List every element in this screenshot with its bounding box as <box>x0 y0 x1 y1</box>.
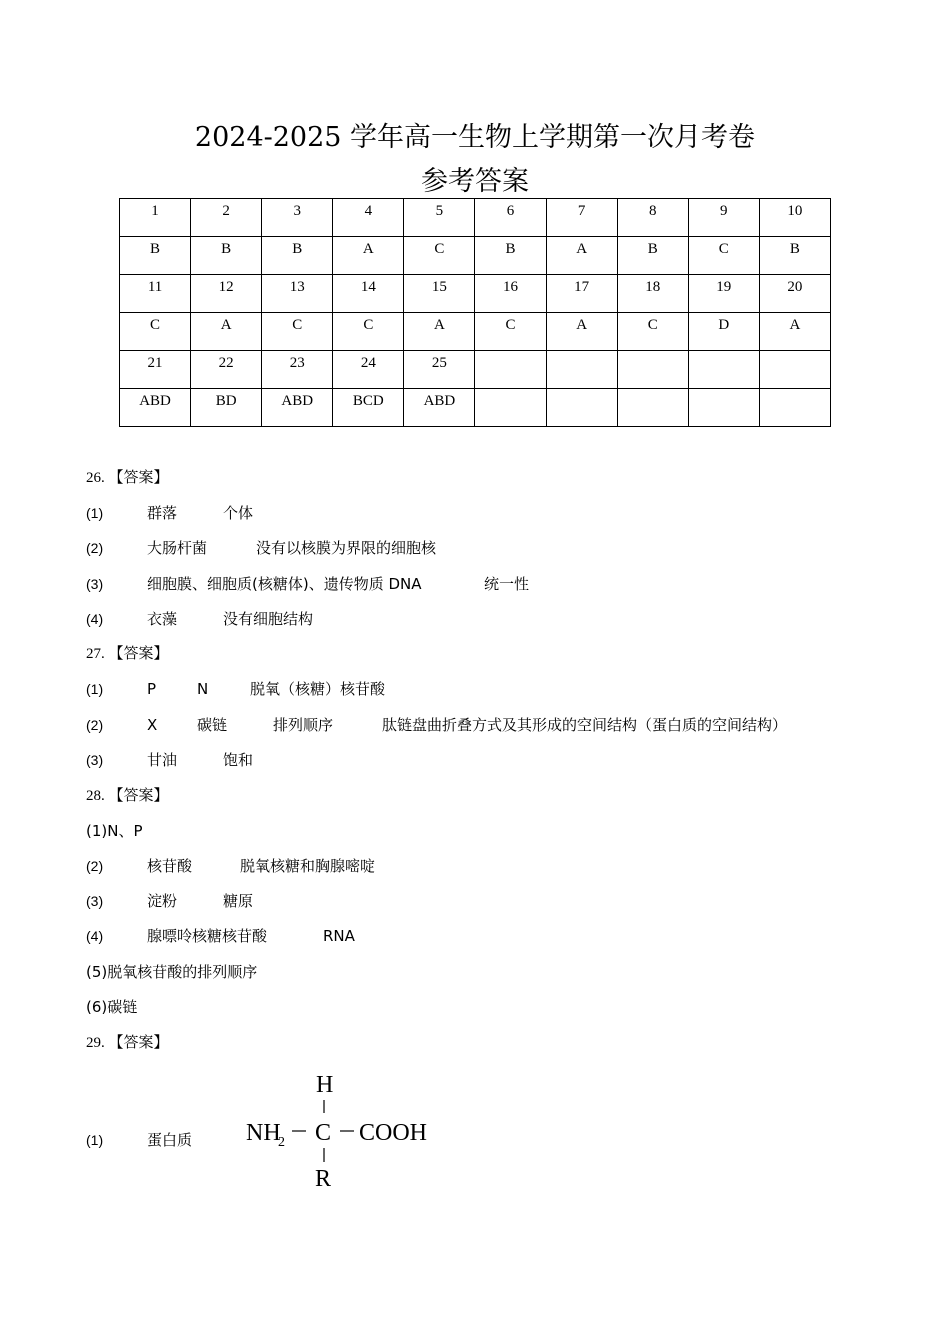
table-cell <box>404 275 475 313</box>
cell-text: C <box>292 317 303 333</box>
table-cell <box>688 389 759 427</box>
q26-item-2 <box>86 537 437 559</box>
cell-text: B <box>789 241 800 257</box>
table-cell <box>191 199 262 237</box>
answer-text: 淀粉 <box>147 892 178 910</box>
table-cell <box>475 313 546 351</box>
table-cell <box>262 351 333 389</box>
table-row <box>120 389 831 427</box>
answer-text: 核苷酸 <box>147 857 193 875</box>
table-cell <box>546 313 617 351</box>
table-cell <box>617 237 688 275</box>
cell-text: B <box>505 241 516 257</box>
table-cell <box>759 275 830 313</box>
table-cell <box>191 275 262 313</box>
table-cell <box>688 275 759 313</box>
cell-text: 9 <box>720 203 728 219</box>
answer-text: 细胞膜、细胞质(核糖体)、遗传物质 DNA <box>147 575 422 593</box>
table-cell <box>120 237 191 275</box>
table-cell <box>120 275 191 313</box>
cell-text: B <box>150 241 161 257</box>
table-cell <box>759 351 830 389</box>
answer-text: (6)碳链 <box>86 998 138 1016</box>
page-title: 2024-2025 学年高一生物上学期第一次月考卷 <box>194 122 756 153</box>
cell-text: B <box>292 241 303 257</box>
q27-item-2 <box>86 714 788 736</box>
q28-item-1 <box>86 820 143 842</box>
answer-text: X <box>147 716 158 734</box>
q28-heading: 28. 【答案】 <box>86 788 169 804</box>
table-cell <box>475 237 546 275</box>
table-cell <box>475 275 546 313</box>
table-cell <box>404 313 475 351</box>
table-cell <box>546 389 617 427</box>
amino-acid-formula <box>244 1066 454 1196</box>
table-cell <box>404 199 475 237</box>
answer-text: 腺嘌呤核糖核苷酸 <box>147 927 268 945</box>
cell-text: 25 <box>431 355 447 371</box>
cell-text: 11 <box>147 279 163 295</box>
answer-text: 排列顺序 <box>273 716 334 734</box>
table-row <box>120 351 831 389</box>
q26-item-4 <box>86 608 314 630</box>
table-row <box>120 275 831 313</box>
item-number: (3) <box>86 576 104 592</box>
table-cell <box>120 389 191 427</box>
cell-text: A <box>789 317 801 333</box>
cell-text: 4 <box>364 203 373 219</box>
q27-item-1 <box>86 678 386 700</box>
cell-text: C <box>647 317 658 333</box>
table-cell <box>475 389 546 427</box>
table-cell <box>191 313 262 351</box>
formula-left-group: NH <box>246 1120 281 1146</box>
table-row <box>120 313 831 351</box>
table-cell <box>191 351 262 389</box>
table-cell <box>333 389 404 427</box>
item-number: (1) <box>86 505 104 521</box>
cell-text: A <box>576 241 588 257</box>
answer-text: 群落 <box>147 504 178 522</box>
table-cell <box>262 237 333 275</box>
formula-right-group: COOH <box>359 1120 428 1146</box>
table-cell <box>262 389 333 427</box>
cell-text: 10 <box>787 203 803 219</box>
table-cell <box>191 389 262 427</box>
q29-heading: 29. 【答案】 <box>86 1035 169 1051</box>
table-cell <box>333 351 404 389</box>
amino-acid-structure <box>244 1066 454 1196</box>
table-cell <box>617 389 688 427</box>
formula-top-h: H <box>316 1072 334 1098</box>
q26-item-1 <box>86 502 254 524</box>
q28-item-5 <box>86 961 257 983</box>
table-cell <box>546 237 617 275</box>
cell-text: 3 <box>293 203 301 219</box>
answer-text: (5)脱氧核苷酸的排列顺序 <box>86 963 258 981</box>
answer-text: (1)N、P <box>86 822 143 840</box>
cell-text: A <box>220 317 232 333</box>
answer-text: 没有细胞结构 <box>223 610 314 628</box>
q26-heading: 26. 【答案】 <box>86 470 169 486</box>
cell-text: 23 <box>289 355 305 371</box>
item-number: (2) <box>86 858 104 874</box>
cell-text: 2 <box>222 203 230 219</box>
cell-text: BD <box>215 393 237 409</box>
cell-text: 21 <box>147 355 163 371</box>
table-cell <box>617 275 688 313</box>
cell-text: ABD <box>423 393 456 409</box>
cell-text: 6 <box>506 203 515 219</box>
table-cell <box>688 313 759 351</box>
q27-item-3 <box>86 749 254 771</box>
item-number: (4) <box>86 611 104 627</box>
table-cell <box>333 313 404 351</box>
table-cell <box>120 313 191 351</box>
table-row <box>120 199 831 237</box>
item-number: (1) <box>86 681 104 697</box>
answer-text: 碳链 <box>197 716 228 734</box>
table-cell <box>333 275 404 313</box>
item-number: (4) <box>86 928 104 944</box>
table-cell <box>404 389 475 427</box>
cell-text: 1 <box>151 203 159 219</box>
cell-text: 15 <box>431 279 447 295</box>
cell-text: B <box>647 241 658 257</box>
cell-text: 17 <box>574 279 590 295</box>
answer-text: RNA <box>323 927 355 945</box>
answer-text: 肽链盘曲折叠方式及其形成的空间结构（蛋白质的空间结构） <box>382 716 788 734</box>
answer-text: 蛋白质 <box>147 1131 193 1149</box>
cell-text: C <box>718 241 729 257</box>
table-cell <box>546 351 617 389</box>
table-cell <box>617 313 688 351</box>
table-cell <box>546 275 617 313</box>
q28-item-3 <box>86 890 254 912</box>
item-number: (1) <box>86 1132 104 1148</box>
cell-text: 8 <box>648 203 657 219</box>
answer-text: 个体 <box>223 504 254 522</box>
cell-text: 19 <box>716 279 732 295</box>
table-cell <box>546 199 617 237</box>
table-cell <box>688 237 759 275</box>
cell-text: 12 <box>218 279 234 295</box>
table-cell <box>617 351 688 389</box>
cell-text: A <box>576 317 588 333</box>
table-cell <box>120 351 191 389</box>
table-cell <box>404 351 475 389</box>
formula-bottom-r: R <box>315 1166 332 1192</box>
item-number: (2) <box>86 540 104 556</box>
cell-text: C <box>505 317 516 333</box>
cell-text: C <box>363 317 374 333</box>
q27-heading: 27. 【答案】 <box>86 646 169 662</box>
table-cell <box>688 199 759 237</box>
cell-text: 24 <box>360 355 376 371</box>
cell-text: 16 <box>503 279 519 295</box>
answer-text: 糖原 <box>223 892 254 910</box>
answer-text: 没有以核膜为界限的细胞核 <box>256 539 437 557</box>
answer-text: 甘油 <box>147 751 178 769</box>
item-number: (3) <box>86 752 104 768</box>
table-cell <box>333 199 404 237</box>
cell-text: C <box>150 317 161 333</box>
q29-item-1 <box>86 1129 193 1151</box>
q28-item-4 <box>86 925 355 947</box>
table-cell <box>475 351 546 389</box>
cell-text: 5 <box>435 203 444 219</box>
answer-text: 饱和 <box>223 751 254 769</box>
answer-table <box>119 198 831 427</box>
q26-item-3 <box>86 573 530 595</box>
table-cell <box>333 237 404 275</box>
cell-text: ABD <box>281 393 314 409</box>
item-number: (3) <box>86 893 104 909</box>
cell-text: BCD <box>352 393 384 409</box>
cell-text: ABD <box>139 393 171 409</box>
table-cell <box>262 275 333 313</box>
formula-center-c: C <box>315 1120 332 1146</box>
page-subtitle: 参考答案 <box>421 166 529 197</box>
answer-text: 脱氧核糖和胸腺嘧啶 <box>240 857 376 875</box>
table-cell <box>759 313 830 351</box>
cell-text: A <box>362 241 374 257</box>
cell-text: 13 <box>289 279 305 295</box>
q28-item-6 <box>86 996 137 1018</box>
answer-text: N <box>197 680 209 698</box>
table-row <box>120 237 831 275</box>
table-cell <box>120 199 191 237</box>
q28-item-2 <box>86 855 376 877</box>
cell-text: A <box>434 317 445 333</box>
table-cell <box>191 237 262 275</box>
table-cell <box>475 199 546 237</box>
cell-text: B <box>221 241 232 257</box>
answer-text: 衣藻 <box>147 610 178 628</box>
cell-text: 18 <box>645 279 661 295</box>
table-cell <box>262 313 333 351</box>
table-cell <box>688 351 759 389</box>
answer-text: 大肠杆菌 <box>147 539 208 557</box>
cell-text: C <box>434 241 445 257</box>
table-cell <box>759 199 830 237</box>
formula-left-subscript: 2 <box>278 1135 285 1150</box>
table-cell <box>759 237 830 275</box>
answer-text: 统一性 <box>484 575 530 593</box>
table-cell <box>759 389 830 427</box>
table-cell <box>262 199 333 237</box>
cell-text: 7 <box>577 203 586 219</box>
table-cell <box>404 237 475 275</box>
table-cell <box>617 199 688 237</box>
cell-text: 22 <box>218 355 234 371</box>
answer-text: P <box>147 680 157 698</box>
answer-text: 脱氧（核糖）核苷酸 <box>250 680 386 698</box>
cell-text: 14 <box>360 279 376 295</box>
cell-text: 20 <box>787 279 803 295</box>
cell-text: D <box>718 317 730 333</box>
item-number: (2) <box>86 717 104 733</box>
